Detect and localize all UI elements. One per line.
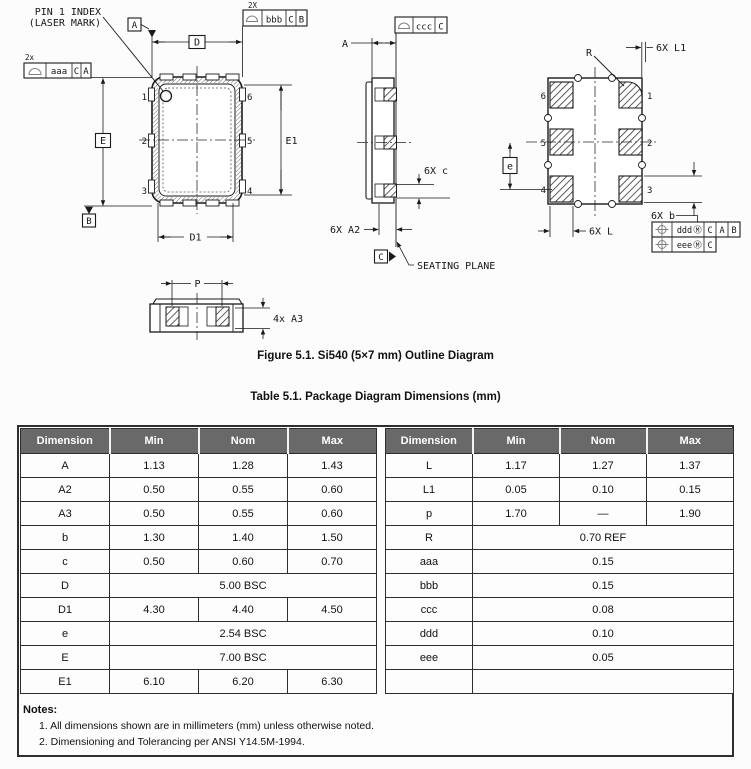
cell-max: 1.43 (288, 454, 377, 478)
cell-dim: A2 (21, 478, 110, 502)
cell-dim: c (21, 550, 110, 574)
table-header-row (386, 429, 734, 454)
datum-b-flag (83, 207, 96, 227)
cell-dim: R (386, 526, 473, 550)
cell-min: 0.50 (110, 502, 199, 526)
cell-dim: bbb (386, 574, 473, 598)
cell-dim: L1 (386, 478, 473, 502)
table-header-row (21, 429, 377, 454)
cell-dim (386, 670, 473, 694)
table-row (386, 478, 734, 502)
col-header: Dimension (386, 429, 473, 454)
tolerance-ccc: ccc (415, 22, 433, 33)
dim-d-label: D (193, 37, 201, 49)
dim-l1-label: 6X L1 (656, 43, 687, 54)
dimension-table-right (385, 428, 734, 694)
cell-dim: E (21, 646, 110, 670)
datum-a-label: A (131, 21, 138, 31)
table-row (21, 574, 377, 598)
mmc-letter: M (695, 242, 700, 249)
cell-min: 6.10 (110, 670, 199, 694)
fcf-bbb (243, 1, 307, 26)
fcf-ccc (395, 17, 447, 33)
cell-max: 6.30 (288, 670, 377, 694)
pin-number: 4 (540, 186, 546, 196)
cell-max: 0.60 (288, 502, 377, 526)
pin-number: 2 (141, 137, 147, 147)
cell-nom: 1.40 (199, 526, 288, 550)
cell-nom: — (560, 502, 647, 526)
dim-a-label: A (341, 39, 349, 50)
dim-l-label: 6X L (589, 226, 614, 238)
cell-min: 0.50 (110, 550, 199, 574)
notes-section (23, 704, 723, 748)
pin-number: 3 (647, 186, 653, 196)
side-view-drawing (330, 17, 495, 272)
datum-a-flag (128, 18, 156, 38)
pin-number: 3 (141, 187, 147, 197)
col-header: Min (110, 429, 199, 454)
datum-c-label: C (378, 253, 384, 263)
datum-ref: A (719, 226, 725, 236)
col-header: Min (473, 429, 560, 454)
cell-dim: D1 (21, 598, 110, 622)
dim-p-label: P (194, 279, 201, 290)
cell-span: 7.00 BSC (110, 646, 377, 670)
table-row (21, 454, 377, 478)
table-row (21, 646, 377, 670)
datum-c-flag (375, 250, 397, 263)
cell-dim: A3 (21, 502, 110, 526)
cell-max: 1.90 (647, 502, 734, 526)
notes-title: Notes: (23, 704, 58, 716)
col-header: Max (647, 429, 734, 454)
cell-min: 4.30 (110, 598, 199, 622)
cell-span: 5.00 BSC (110, 574, 377, 598)
note-item: 2. Dimensioning and Tolerancing per ANSI Y14.5M-1994. (39, 736, 305, 748)
top-view-drawing (24, 1, 307, 244)
table-row (386, 526, 734, 550)
dim-c-label: 6X c (424, 166, 449, 177)
cell-nom: 6.20 (199, 670, 288, 694)
pin-number: 5 (247, 137, 253, 147)
dimensions-table-frame (17, 425, 734, 757)
cell-nom: 0.60 (199, 550, 288, 574)
col-header: Nom (199, 429, 288, 454)
pin-number: 5 (540, 139, 546, 149)
datum-ref: B (731, 226, 737, 236)
dim-e-pitch-label: e (506, 161, 514, 173)
cell-nom: 0.10 (560, 478, 647, 502)
cell-max: 0.15 (647, 478, 734, 502)
cell-span: 2.54 BSC (110, 622, 377, 646)
cell-dim: L (386, 454, 473, 478)
bottom-view-drawing (500, 42, 740, 252)
fcf-ddd (652, 222, 740, 237)
datum-ref: C (288, 15, 294, 26)
mmc-letter: M (695, 227, 700, 234)
cell-max: 0.70 (288, 550, 377, 574)
cell-dim: A (21, 454, 110, 478)
dim-d1-label: D1 (189, 232, 202, 244)
dimension-table-left (20, 428, 377, 694)
cell-dim: b (21, 526, 110, 550)
end-view-drawing (150, 279, 303, 340)
table-row (386, 670, 734, 694)
cell-span: 0.05 (473, 646, 734, 670)
cell-max: 0.60 (288, 478, 377, 502)
dim-a2-label: 6X A2 (330, 225, 361, 236)
cell-min: 0.50 (110, 478, 199, 502)
cell-max: 1.37 (647, 454, 734, 478)
cell-dim: aaa (386, 550, 473, 574)
cell-span: 0.10 (473, 622, 734, 646)
pin-number: 4 (247, 187, 253, 197)
pin-number: 6 (247, 93, 253, 103)
table-row (386, 502, 734, 526)
table-row (386, 622, 734, 646)
table-row (386, 454, 734, 478)
pin1-index-mark (161, 91, 172, 102)
cell-dim: ddd (386, 622, 473, 646)
table-row (21, 550, 377, 574)
dim-a3-label: 4x A3 (273, 314, 304, 325)
table-row (21, 478, 377, 502)
table-row (386, 574, 734, 598)
cell-span (473, 670, 734, 694)
cell-max: 1.50 (288, 526, 377, 550)
pin-number: 1 (647, 92, 653, 102)
table-row (21, 622, 377, 646)
col-header: Dimension (21, 429, 110, 454)
dim-b-label: 6X b (651, 211, 676, 222)
col-header: Nom (560, 429, 647, 454)
cell-dim: ccc (386, 598, 473, 622)
qty-2x-label: 2x (25, 53, 35, 62)
tolerance-eee: eee (676, 241, 693, 251)
table-row (21, 670, 377, 694)
cell-dim: D (21, 574, 110, 598)
datum-ref: C (73, 67, 80, 77)
datum-ref: B (298, 15, 305, 26)
radius-label: R (585, 48, 592, 59)
pin1-index-label: PIN 1 INDEX (34, 7, 101, 18)
datum-b-label: B (86, 217, 92, 227)
table-row (21, 598, 377, 622)
table-caption: Table 5.1. Package Diagram Dimensions (mm) (250, 391, 501, 403)
dim-e1-label: E1 (285, 136, 298, 147)
pin1-lasermark-label: (LASER MARK) (28, 18, 101, 29)
tolerance-aaa: aaa (50, 67, 68, 77)
cell-nom: 0.55 (199, 502, 288, 526)
cell-dim: E1 (21, 670, 110, 694)
table-row (386, 646, 734, 670)
table-row (21, 502, 377, 526)
qty-2x-label: 2X (248, 1, 258, 10)
cell-min: 1.13 (110, 454, 199, 478)
pin-number: 2 (647, 139, 653, 149)
cell-span: 0.15 (473, 574, 734, 598)
pin-number: 6 (540, 92, 546, 102)
datum-ref: A (83, 67, 89, 77)
fcf-eee (652, 237, 716, 252)
tolerance-ddd: ddd (676, 226, 693, 236)
cell-min: 1.30 (110, 526, 199, 550)
fcf-aaa (24, 53, 91, 78)
cell-dim: p (386, 502, 473, 526)
col-header: Max (288, 429, 377, 454)
tolerance-bbb: bbb (265, 15, 283, 26)
dim-e-label: E (99, 136, 107, 147)
cell-span: 0.15 (473, 550, 734, 574)
figure-caption: Figure 5.1. Si540 (5×7 mm) Outline Diagram (257, 350, 494, 362)
note-item: 1. All dimensions shown are in millimeters (mm) unless otherwise noted. (39, 720, 374, 732)
table-row (386, 550, 734, 574)
datum-ref: C (707, 241, 713, 251)
cell-span: 0.70 REF (473, 526, 734, 550)
cell-max: 4.50 (288, 598, 377, 622)
cell-nom: 0.55 (199, 478, 288, 502)
table-row (386, 598, 734, 622)
pin-number: 1 (141, 93, 147, 103)
cell-min: 1.70 (473, 502, 560, 526)
seating-plane-label: SEATING PLANE (417, 261, 496, 272)
table-row (21, 526, 377, 550)
cell-dim: eee (386, 646, 473, 670)
cell-min: 1.17 (473, 454, 560, 478)
cell-dim: e (21, 622, 110, 646)
datum-ref: C (438, 22, 444, 33)
cell-span: 0.08 (473, 598, 734, 622)
cell-min: 0.05 (473, 478, 560, 502)
cell-nom: 1.27 (560, 454, 647, 478)
datum-ref: C (707, 226, 713, 236)
cell-nom: 1.28 (199, 454, 288, 478)
cell-nom: 4.40 (199, 598, 288, 622)
